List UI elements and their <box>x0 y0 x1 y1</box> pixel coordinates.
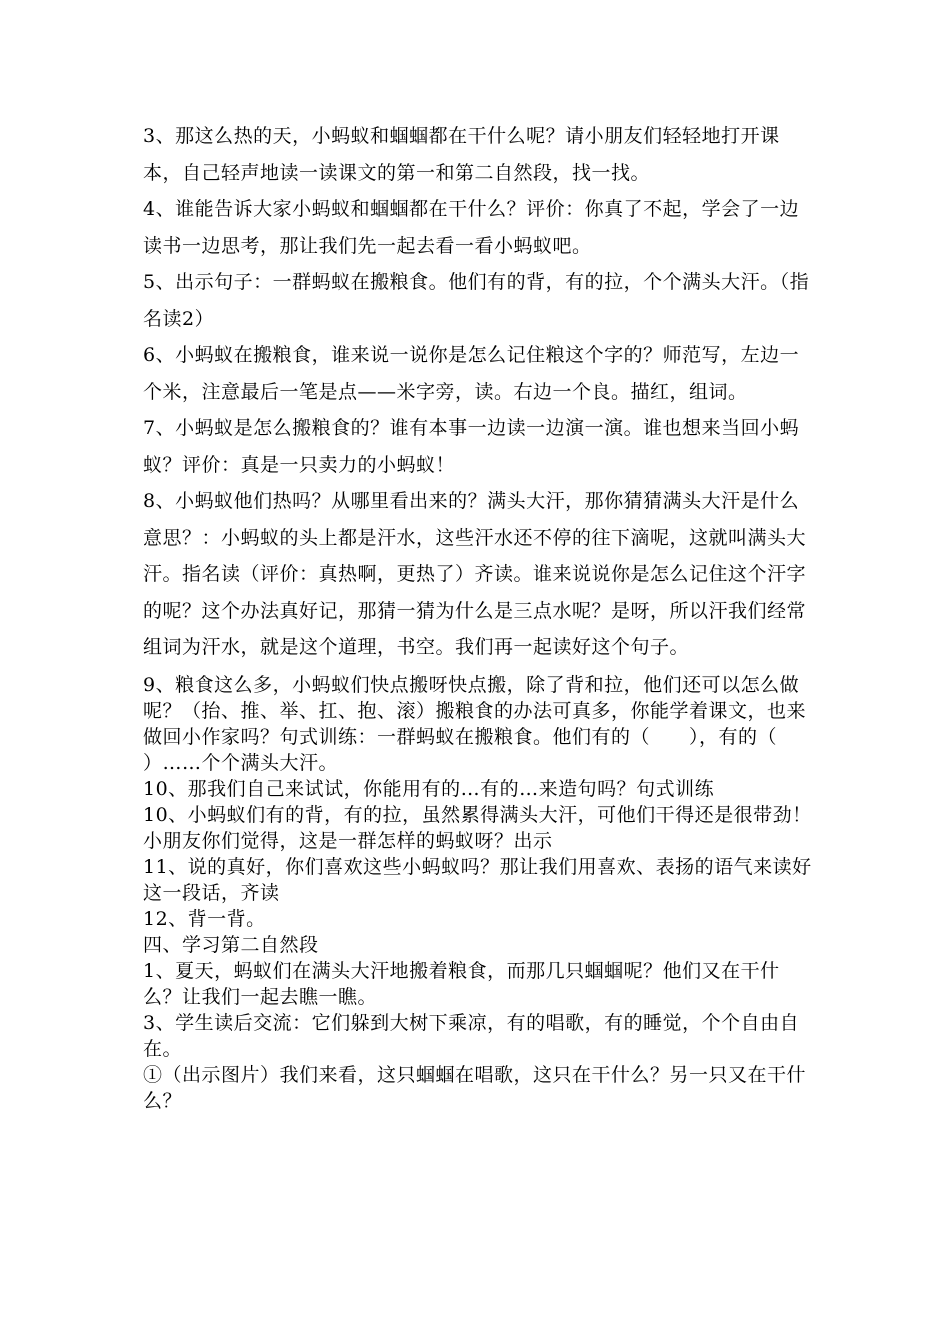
paragraph-section4-step-1: 1、夏天，蚂蚁们在满头大汗地搬着粮食，而那几只蝈蝈呢？他们又在干什么？让我们一起去瞧一瞧。 <box>143 959 780 1008</box>
paragraph-section4-item-1: ①（出示图片）我们来看，这只蝈蝈在唱歌，这只在干什么？另一只又在干什么？ <box>143 1063 807 1112</box>
section-heading-four: 四、学习第二自然段 <box>143 933 319 956</box>
paragraph-section4-step-3: 3、学生读后交流：它们躲到大树下乘凉，有的唱歌，有的睡觉，个个自由自在。 <box>143 1011 800 1060</box>
paragraph-step-7: 7、小蚂蚁是怎么搬粮食的？谁有本事一边读一边演一演。谁也想来当回小蚂蚁？评价：真是一只卖力的小蚂蚁！ <box>143 417 800 476</box>
paragraph-step-11: 11、说的真好，你们喜欢这些小蚂蚁吗？那让我们用喜欢、表扬的语气来读好这一段话，齐读 <box>143 855 812 904</box>
paragraph-step-5: 5、出示句子：一群蚂蚁在搬粮食。他们有的背，有的拉，个个满头大汗。（指名读2） <box>143 271 810 330</box>
paragraph-step-10a: 10、那我们自己来试试，你能用有的…有的…来造句吗？句式训练 <box>143 777 715 800</box>
paragraph-step-6: 6、小蚂蚁在搬粮食，谁来说一说你是怎么记住粮这个字的？师范写，左边一个米，注意最后一笔是点——米字旁，读。右边一个良。描红，组词。 <box>143 344 800 403</box>
paragraph-step-4: 4、谁能告诉大家小蚂蚁和蝈蝈都在干什么？评价：你真了不起，学会了一边读书一边思考，那让我们先一起去看一看小蚂蚁吧。 <box>143 198 800 257</box>
paragraph-step-9: 9、粮食这么多，小蚂蚁们快点搬呀快点搬，除了背和拉，他们还可以怎么做呢？（抬、推、举、扛、抱、滚）搬粮食的办法可真多，你能学着课文，也来做回小作家吗？句式训练：一群蚂蚁在搬粮食。他们有的（ ），有的（ ）……个个满头大汗。 <box>143 673 817 774</box>
paragraph-step-3: 3、那这么热的天，小蚂蚁和蝈蝈都在干什么呢？请小朋友们轻轻地打开课本，自己轻声地读一读课文的第一和第二自然段，找一找。 <box>143 125 780 184</box>
paragraph-step-12: 12、背一背。 <box>143 907 266 930</box>
document-page <box>143 118 815 1114</box>
paragraph-step-8: 8、小蚂蚁他们热吗？从哪里看出来的？满头大汗，那你猜猜满头大汗是什么意思？：小蚂蚁的头上都是汗水，这些汗水还不停的往下滴呢，这就叫满头大汗。指名读（评价：真热啊，更热了）齐读。谁来说说你是怎么记住这个汗字的呢？这个办法真好记，那猜一猜为什么是三点水呢？是呀，所以汗我们经常组词为汗水，就是这个道理，书空。我们再一起读好这个句子。 <box>143 490 807 658</box>
paragraph-step-10b: 10、小蚂蚁们有的背，有的拉，虽然累得满头大汗，可他们干得还是很带劲！小朋友你们觉得，这是一群怎样的蚂蚁呀？出示 <box>143 803 812 852</box>
